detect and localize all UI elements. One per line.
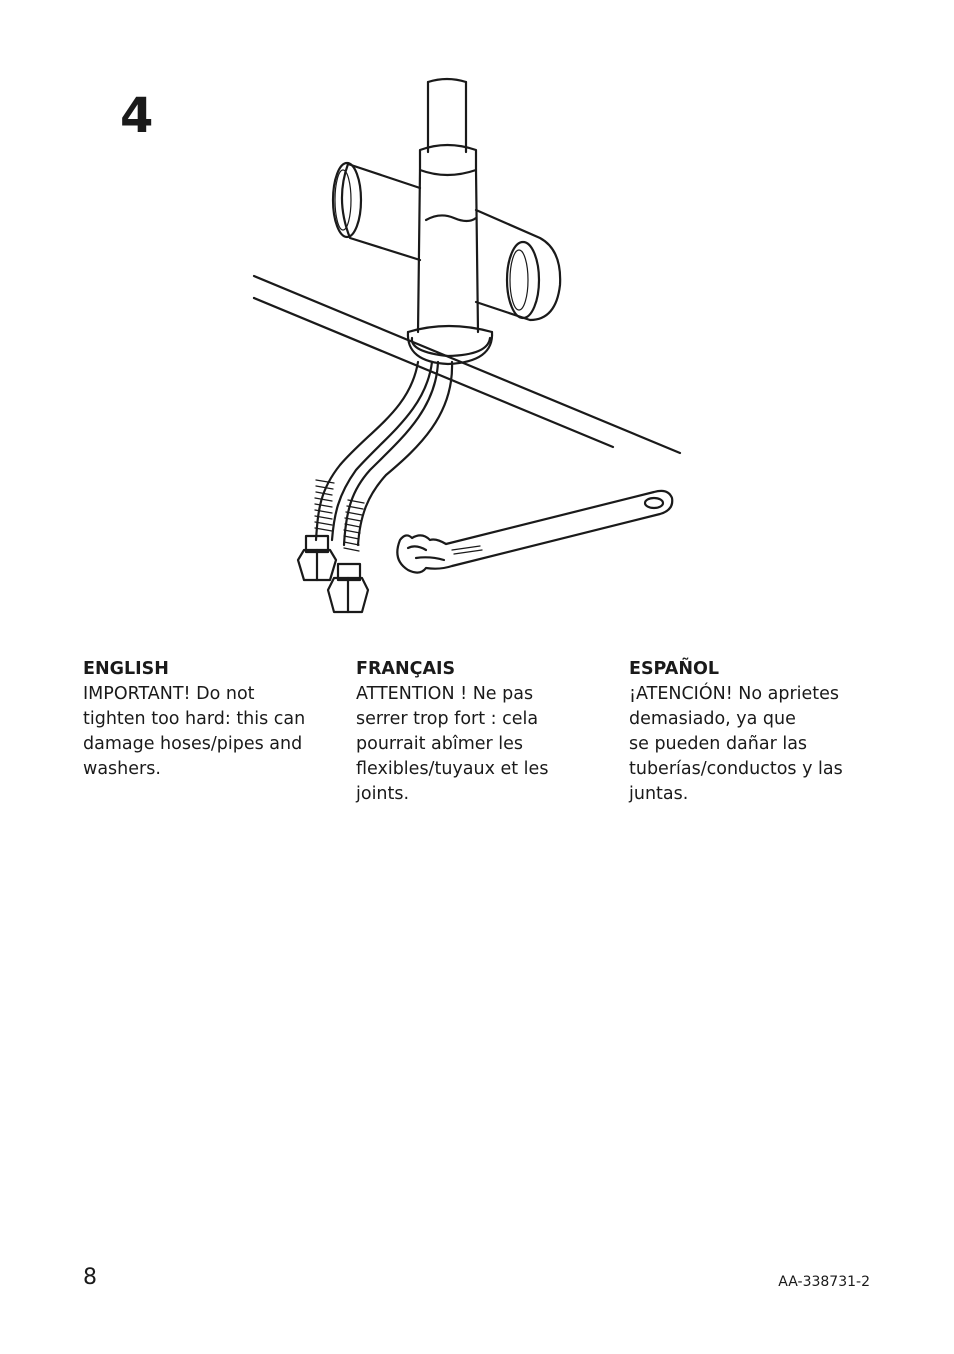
instruction-spanish xyxy=(629,657,879,807)
faucet-icon xyxy=(333,79,560,364)
step-number: 4 xyxy=(120,88,154,144)
language-heading: ENGLISH xyxy=(83,659,169,679)
faucet-installation-illustration xyxy=(240,70,700,630)
countertop-icon xyxy=(254,276,680,453)
language-heading: FRANÇAIS xyxy=(356,659,456,679)
instruction-text: IMPORTANT! Do not tighten too hard: this can damage hoses/pipes and washers. xyxy=(83,684,306,779)
document-id: AA-338731-2 xyxy=(778,1274,870,1290)
instruction-english xyxy=(83,657,333,782)
wrench-icon xyxy=(397,491,672,573)
page-number: 8 xyxy=(83,1265,97,1290)
hose-icon xyxy=(298,362,452,612)
instruction-french xyxy=(356,657,606,807)
language-heading: ESPAÑOL xyxy=(629,659,719,679)
instruction-text: ATTENTION ! Ne pas serrer trop fort : cela pourrait abîmer les flexibles/tuyaux et les joints. xyxy=(356,684,549,804)
instruction-text: ¡ATENCIÓN! No aprietes demasiado, ya que se pueden dañar las tuberías/conductos y las juntas. xyxy=(629,684,843,804)
